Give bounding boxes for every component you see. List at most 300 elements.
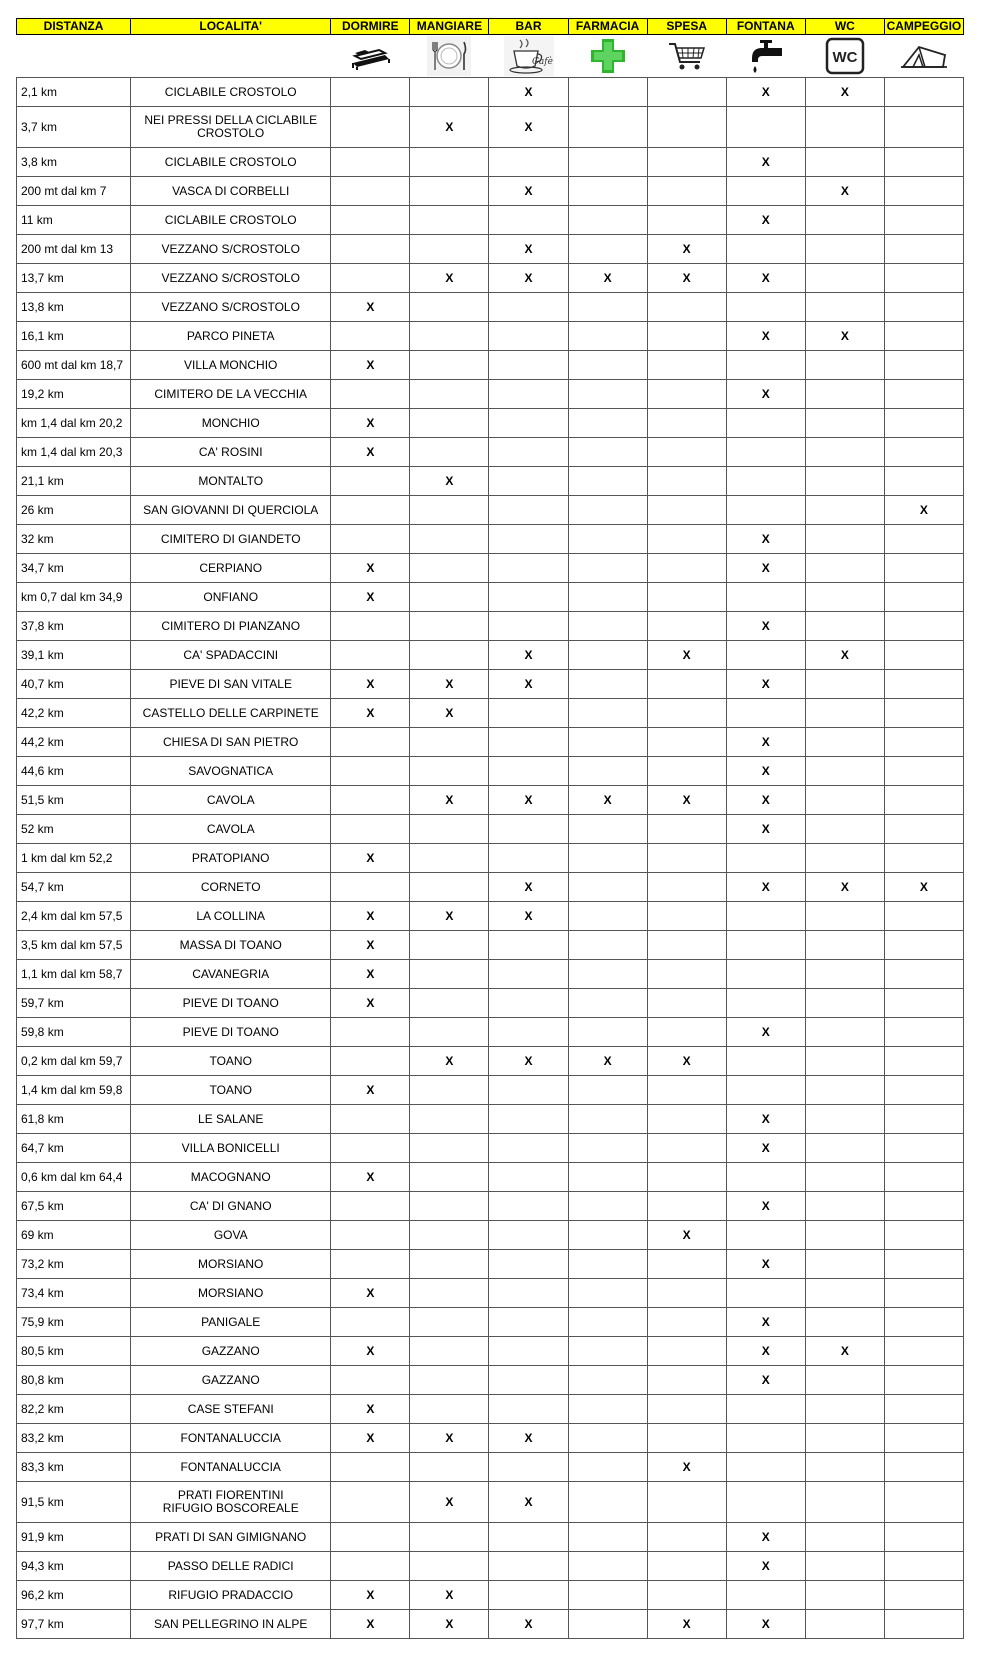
cell-dormire xyxy=(331,1453,410,1482)
cell-wc xyxy=(805,467,884,496)
cell-mangiare xyxy=(410,177,489,206)
cell-dormire xyxy=(331,1482,410,1523)
table-row xyxy=(17,1308,964,1337)
table-row xyxy=(17,699,964,728)
cell-campeggio xyxy=(884,351,963,380)
cell-dormire: X xyxy=(331,583,410,612)
table-row xyxy=(17,1366,964,1395)
cell-dormire: X xyxy=(331,409,410,438)
cell-wc xyxy=(805,1610,884,1639)
cell-spesa xyxy=(647,873,726,902)
localita-line: GAZZANO xyxy=(201,1372,260,1387)
cell-distanza: 91,5 km xyxy=(17,1482,131,1523)
cell-bar xyxy=(489,1076,568,1105)
cell-dormire: X xyxy=(331,931,410,960)
cell-spesa xyxy=(647,583,726,612)
cell-wc xyxy=(805,264,884,293)
cell-campeggio xyxy=(884,206,963,235)
cell-wc xyxy=(805,728,884,757)
cell-bar xyxy=(489,757,568,786)
cell-fontana: X xyxy=(726,873,805,902)
cell-wc xyxy=(805,1192,884,1221)
table-row xyxy=(17,757,964,786)
cell-wc xyxy=(805,1395,884,1424)
cell-bar: X xyxy=(489,1482,568,1523)
cell-farmacia xyxy=(568,1279,647,1308)
cell-farmacia xyxy=(568,1581,647,1610)
localita-line: CICLABILE CROSTOLO xyxy=(164,154,297,169)
cell-wc xyxy=(805,786,884,815)
cell-spesa: X xyxy=(647,1610,726,1639)
cell-farmacia xyxy=(568,235,647,264)
cell-campeggio xyxy=(884,322,963,351)
table-row xyxy=(17,1424,964,1453)
cell-farmacia xyxy=(568,351,647,380)
cell-farmacia xyxy=(568,1308,647,1337)
cell-bar xyxy=(489,1134,568,1163)
cell-campeggio xyxy=(884,525,963,554)
cell-dormire xyxy=(331,786,410,815)
cell-spesa xyxy=(647,1482,726,1523)
cell-fontana xyxy=(726,1221,805,1250)
table-row xyxy=(17,1552,964,1581)
table-row xyxy=(17,1482,964,1523)
cell-wc xyxy=(805,960,884,989)
cell-campeggio xyxy=(884,960,963,989)
cell-localita xyxy=(131,380,331,409)
cell-spesa xyxy=(647,1134,726,1163)
cell-bar xyxy=(489,525,568,554)
cell-bar: X xyxy=(489,786,568,815)
cell-mangiare xyxy=(410,1250,489,1279)
cell-spesa xyxy=(647,496,726,525)
cell-wc xyxy=(805,583,884,612)
pharmacy-cross-icon xyxy=(589,37,627,75)
cell-spesa xyxy=(647,1337,726,1366)
cell-mangiare xyxy=(410,1395,489,1424)
cell-wc xyxy=(805,1279,884,1308)
cell-mangiare xyxy=(410,612,489,641)
table-row xyxy=(17,148,964,177)
cell-bar: X xyxy=(489,670,568,699)
table-row xyxy=(17,1279,964,1308)
cell-wc xyxy=(805,1163,884,1192)
cell-farmacia xyxy=(568,1366,647,1395)
cell-mangiare: X xyxy=(410,1581,489,1610)
cell-localita xyxy=(131,757,331,786)
cell-fontana: X xyxy=(726,380,805,409)
cell-distanza: 19,2 km xyxy=(17,380,131,409)
cell-spesa: X xyxy=(647,641,726,670)
cell-farmacia xyxy=(568,1134,647,1163)
services-table xyxy=(16,18,964,1639)
localita-line: TOANO xyxy=(209,1053,252,1068)
localita-line: RIFUGIO BOSCOREALE xyxy=(162,1501,299,1515)
cell-fontana: X xyxy=(726,757,805,786)
cell-dormire xyxy=(331,380,410,409)
cell-campeggio xyxy=(884,786,963,815)
header-farmacia: FARMACIA xyxy=(568,19,647,35)
cell-bar: X xyxy=(489,177,568,206)
localita-line: MASSA DI TOANO xyxy=(179,937,282,952)
localita-line: MACOGNANO xyxy=(190,1169,271,1184)
cell-localita xyxy=(131,78,331,107)
cell-wc: X xyxy=(805,322,884,351)
cell-bar xyxy=(489,1163,568,1192)
cell-distanza: 2,1 km xyxy=(17,78,131,107)
cell-spesa xyxy=(647,1163,726,1192)
cell-bar xyxy=(489,1279,568,1308)
cell-bar xyxy=(489,815,568,844)
cell-distanza: 34,7 km xyxy=(17,554,131,583)
svg-text:Cafè: Cafè xyxy=(531,57,553,67)
localita-line: VASCA DI CORBELLI xyxy=(172,183,290,198)
table-row xyxy=(17,1453,964,1482)
localita-line: NEI PRESSI DELLA CICLABILE xyxy=(144,113,318,127)
cell-spesa xyxy=(647,177,726,206)
cell-spesa xyxy=(647,1018,726,1047)
cell-localita xyxy=(131,670,331,699)
cell-fontana: X xyxy=(726,1337,805,1366)
table-row xyxy=(17,1018,964,1047)
cell-mangiare xyxy=(410,409,489,438)
cell-spesa xyxy=(647,78,726,107)
cell-bar xyxy=(489,1250,568,1279)
cell-localita xyxy=(131,989,331,1018)
cell-localita xyxy=(131,496,331,525)
cell-distanza: km 1,4 dal km 20,3 xyxy=(17,438,131,467)
cell-farmacia xyxy=(568,670,647,699)
cell-distanza: 73,4 km xyxy=(17,1279,131,1308)
table-row xyxy=(17,380,964,409)
cell-campeggio xyxy=(884,1192,963,1221)
table-row xyxy=(17,206,964,235)
cell-dormire xyxy=(331,177,410,206)
cell-mangiare xyxy=(410,1552,489,1581)
cell-mangiare xyxy=(410,322,489,351)
cell-dormire: X xyxy=(331,1581,410,1610)
header-spesa: SPESA xyxy=(647,19,726,35)
cell-mangiare: X xyxy=(410,467,489,496)
cell-bar xyxy=(489,699,568,728)
table-row xyxy=(17,1395,964,1424)
cell-spesa xyxy=(647,1105,726,1134)
cell-campeggio xyxy=(884,554,963,583)
cell-farmacia xyxy=(568,177,647,206)
cell-farmacia xyxy=(568,815,647,844)
cell-campeggio xyxy=(884,1047,963,1076)
cell-wc xyxy=(805,293,884,322)
cell-campeggio xyxy=(884,844,963,873)
cell-dormire xyxy=(331,206,410,235)
cell-campeggio xyxy=(884,612,963,641)
cell-farmacia xyxy=(568,902,647,931)
icon-cell-bar xyxy=(489,35,568,78)
table-row xyxy=(17,264,964,293)
cell-wc xyxy=(805,1482,884,1523)
cell-farmacia xyxy=(568,438,647,467)
cell-bar: X xyxy=(489,264,568,293)
localita-line: PASSO DELLE RADICI xyxy=(167,1558,294,1573)
svg-text:WC: WC xyxy=(832,49,858,66)
icon-cell-dormire xyxy=(331,35,410,78)
cell-wc xyxy=(805,815,884,844)
cell-localita xyxy=(131,148,331,177)
cell-distanza: 80,8 km xyxy=(17,1366,131,1395)
cell-bar: X xyxy=(489,641,568,670)
cell-dormire xyxy=(331,235,410,264)
cell-farmacia xyxy=(568,699,647,728)
table-row xyxy=(17,1134,964,1163)
icon-cell-empty xyxy=(17,35,131,78)
cell-campeggio xyxy=(884,438,963,467)
cell-farmacia xyxy=(568,525,647,554)
table-row xyxy=(17,438,964,467)
cell-dormire xyxy=(331,1221,410,1250)
cell-bar xyxy=(489,989,568,1018)
cell-spesa xyxy=(647,1581,726,1610)
cell-mangiare xyxy=(410,873,489,902)
icon-cell-fontana xyxy=(726,35,805,78)
cell-bar xyxy=(489,1337,568,1366)
icon-cell-campeggio xyxy=(884,35,963,78)
cell-campeggio xyxy=(884,815,963,844)
cell-bar xyxy=(489,1018,568,1047)
cell-mangiare xyxy=(410,351,489,380)
localita-line: RIFUGIO PRADACCIO xyxy=(168,1587,294,1602)
table-row xyxy=(17,1221,964,1250)
cell-mangiare xyxy=(410,235,489,264)
cell-campeggio xyxy=(884,1308,963,1337)
table-row xyxy=(17,1047,964,1076)
cell-dormire xyxy=(331,148,410,177)
cell-localita xyxy=(131,293,331,322)
cell-farmacia xyxy=(568,1163,647,1192)
table-row xyxy=(17,728,964,757)
cell-spesa xyxy=(647,1279,726,1308)
localita-line: PIEVE DI TOANO xyxy=(182,995,279,1010)
table-row xyxy=(17,409,964,438)
cell-wc xyxy=(805,107,884,148)
cell-wc xyxy=(805,699,884,728)
cell-localita xyxy=(131,1424,331,1453)
cell-farmacia xyxy=(568,206,647,235)
cell-distanza: 26 km xyxy=(17,496,131,525)
cell-mangiare xyxy=(410,380,489,409)
cell-wc xyxy=(805,844,884,873)
cell-localita xyxy=(131,873,331,902)
cell-spesa xyxy=(647,467,726,496)
cell-wc: X xyxy=(805,78,884,107)
cell-campeggio xyxy=(884,1134,963,1163)
cell-spesa xyxy=(647,438,726,467)
table-row xyxy=(17,1610,964,1639)
table-row xyxy=(17,177,964,206)
cell-distanza: 80,5 km xyxy=(17,1337,131,1366)
header-campeggio: CAMPEGGIO xyxy=(884,19,963,35)
cell-fontana: X xyxy=(726,1610,805,1639)
cell-dormire xyxy=(331,728,410,757)
localita-line: SAVOGNATICA xyxy=(188,763,274,778)
header-row xyxy=(17,19,964,35)
cell-bar xyxy=(489,1523,568,1552)
cell-bar xyxy=(489,438,568,467)
icon-cell-wc xyxy=(805,35,884,78)
cell-localita xyxy=(131,1308,331,1337)
cell-mangiare: X xyxy=(410,1047,489,1076)
cell-distanza: 59,8 km xyxy=(17,1018,131,1047)
cell-mangiare xyxy=(410,1018,489,1047)
cell-dormire xyxy=(331,107,410,148)
cell-dormire: X xyxy=(331,1610,410,1639)
cell-distanza: 21,1 km xyxy=(17,467,131,496)
cell-wc xyxy=(805,1366,884,1395)
cell-distanza: 83,3 km xyxy=(17,1453,131,1482)
cell-farmacia xyxy=(568,1337,647,1366)
cell-fontana xyxy=(726,1482,805,1523)
cell-bar: X xyxy=(489,1610,568,1639)
cell-fontana xyxy=(726,293,805,322)
cell-mangiare xyxy=(410,1076,489,1105)
cell-campeggio xyxy=(884,641,963,670)
cell-farmacia: X xyxy=(568,786,647,815)
cell-fontana: X xyxy=(726,1250,805,1279)
cell-fontana xyxy=(726,989,805,1018)
cell-campeggio xyxy=(884,1610,963,1639)
cell-dormire xyxy=(331,264,410,293)
cell-mangiare: X xyxy=(410,1610,489,1639)
cell-distanza: 40,7 km xyxy=(17,670,131,699)
cell-localita xyxy=(131,1552,331,1581)
table-row xyxy=(17,873,964,902)
localita-line: LE SALANE xyxy=(198,1111,264,1126)
cell-bar xyxy=(489,1221,568,1250)
cell-dormire xyxy=(331,1366,410,1395)
cell-campeggio xyxy=(884,989,963,1018)
cell-dormire: X xyxy=(331,844,410,873)
localita-line: PARCO PINETA xyxy=(186,328,275,343)
cell-mangiare xyxy=(410,525,489,554)
cell-mangiare: X xyxy=(410,264,489,293)
cell-dormire: X xyxy=(331,1279,410,1308)
cell-farmacia xyxy=(568,380,647,409)
coffee-cup-icon xyxy=(504,36,554,76)
table-row xyxy=(17,641,964,670)
localita-line: PRATOPIANO xyxy=(191,850,270,865)
cell-mangiare xyxy=(410,844,489,873)
localita-line: CERPIANO xyxy=(199,560,263,575)
cell-fontana: X xyxy=(726,1018,805,1047)
cell-bar xyxy=(489,206,568,235)
table-row xyxy=(17,670,964,699)
cell-campeggio xyxy=(884,1523,963,1552)
cell-spesa xyxy=(647,206,726,235)
icon-cell-spesa xyxy=(647,35,726,78)
localita-line: VILLA MONCHIO xyxy=(184,357,278,372)
cell-localita xyxy=(131,206,331,235)
table-row xyxy=(17,989,964,1018)
cell-distanza: 96,2 km xyxy=(17,1581,131,1610)
cell-fontana xyxy=(726,496,805,525)
localita-line: CHIESA DI SAN PIETRO xyxy=(163,734,299,749)
cell-fontana: X xyxy=(726,322,805,351)
cell-mangiare: X xyxy=(410,699,489,728)
cell-bar: X xyxy=(489,1047,568,1076)
table-row xyxy=(17,1250,964,1279)
cell-spesa xyxy=(647,293,726,322)
cell-farmacia xyxy=(568,583,647,612)
cell-distanza: 200 mt dal km 7 xyxy=(17,177,131,206)
cell-distanza: 44,6 km xyxy=(17,757,131,786)
localita-line: CROSTOLO xyxy=(197,126,265,140)
cell-localita xyxy=(131,699,331,728)
cell-farmacia xyxy=(568,728,647,757)
cell-campeggio xyxy=(884,1337,963,1366)
cell-mangiare xyxy=(410,815,489,844)
cell-mangiare xyxy=(410,728,489,757)
cell-localita xyxy=(131,264,331,293)
cell-wc xyxy=(805,409,884,438)
cell-spesa xyxy=(647,1523,726,1552)
cell-wc xyxy=(805,1221,884,1250)
cell-localita xyxy=(131,177,331,206)
cell-campeggio xyxy=(884,670,963,699)
cell-mangiare xyxy=(410,1134,489,1163)
cell-mangiare xyxy=(410,1279,489,1308)
cell-farmacia xyxy=(568,293,647,322)
localita-line: CIMITERO DI PIANZANO xyxy=(161,618,301,633)
cell-spesa xyxy=(647,1552,726,1581)
cell-distanza: 44,2 km xyxy=(17,728,131,757)
localita-line: CORNETO xyxy=(200,879,261,894)
table-row xyxy=(17,351,964,380)
cell-bar: X xyxy=(489,1424,568,1453)
cell-mangiare xyxy=(410,438,489,467)
localita-line: CASTELLO DELLE CARPINETE xyxy=(142,705,319,720)
cell-distanza: 64,7 km xyxy=(17,1134,131,1163)
cell-wc xyxy=(805,525,884,554)
cell-localita xyxy=(131,1395,331,1424)
cell-spesa xyxy=(647,902,726,931)
cell-mangiare xyxy=(410,1453,489,1482)
cell-campeggio: X xyxy=(884,496,963,525)
cell-bar xyxy=(489,1395,568,1424)
cell-localita xyxy=(131,902,331,931)
cell-fontana xyxy=(726,235,805,264)
cell-mangiare xyxy=(410,757,489,786)
cell-localita xyxy=(131,931,331,960)
cell-localita xyxy=(131,815,331,844)
localita-line: PRATI FIORENTINI xyxy=(177,1488,284,1502)
cell-fontana xyxy=(726,844,805,873)
cell-localita xyxy=(131,107,331,148)
cell-fontana xyxy=(726,1163,805,1192)
cell-campeggio xyxy=(884,1552,963,1581)
cell-localita xyxy=(131,1018,331,1047)
cell-localita xyxy=(131,844,331,873)
localita-line: CA' SPADACCINI xyxy=(183,647,279,662)
cell-spesa xyxy=(647,612,726,641)
cell-distanza: 11 km xyxy=(17,206,131,235)
cell-campeggio xyxy=(884,728,963,757)
cell-mangiare: X xyxy=(410,786,489,815)
header-mangiare: MANGIARE xyxy=(410,19,489,35)
table-row xyxy=(17,815,964,844)
cell-dormire xyxy=(331,1552,410,1581)
cell-fontana: X xyxy=(726,206,805,235)
cell-spesa xyxy=(647,670,726,699)
cell-farmacia xyxy=(568,1552,647,1581)
